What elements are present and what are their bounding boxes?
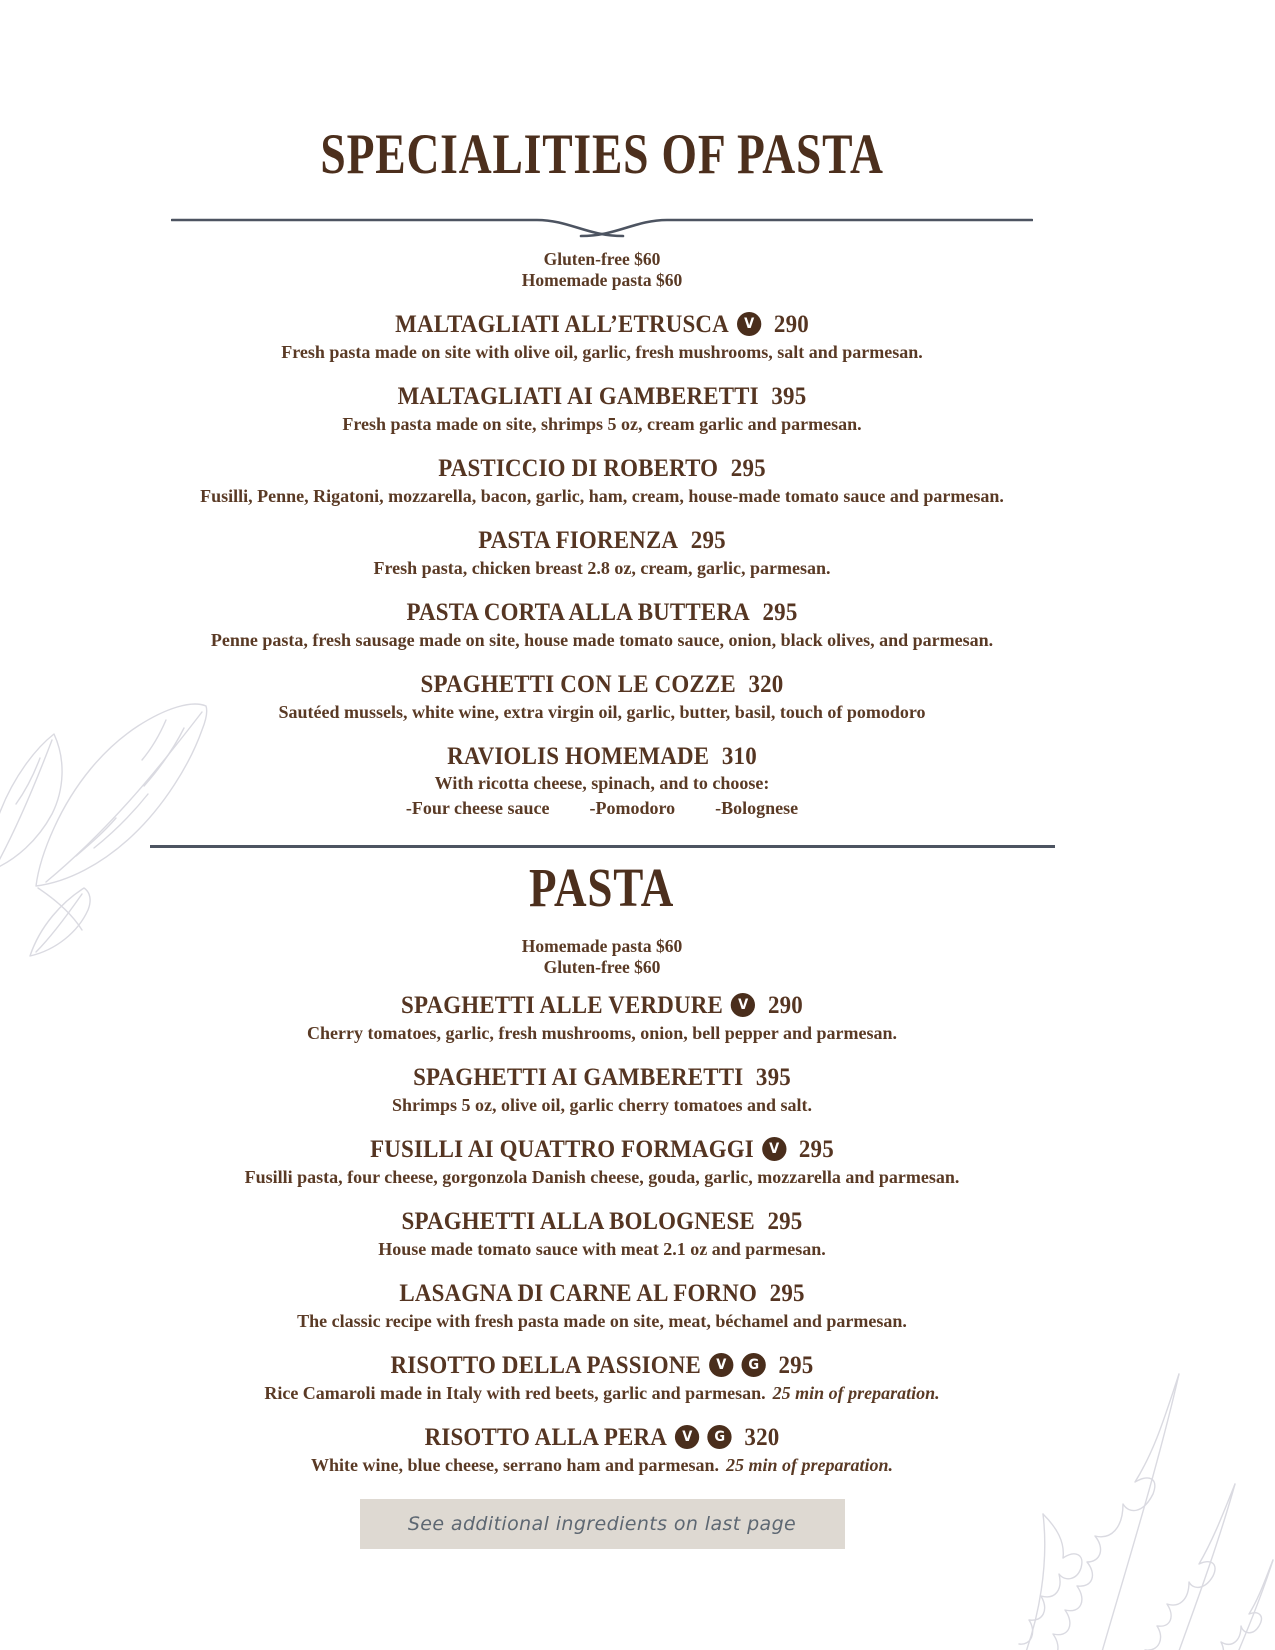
preparation-note: 25 min of preparation. [725, 1455, 894, 1475]
vegetarian-icon: V [737, 312, 761, 336]
menu-item [32, 309, 1172, 366]
section-title-specialities: SPECIALITIES OF PASTA [320, 123, 884, 186]
footer-banner [360, 1499, 845, 1549]
menu-item-name: PASTICCIO DI ROBERTO [438, 453, 719, 482]
menu-item-description: Penne pasta, fresh sausage made on site, house made tomato sauce, onion, black olives, and parmesan. [210, 630, 994, 650]
menu-item-description: Fresh pasta made on site, shrimps 5 oz, cream garlic and parmesan. [342, 414, 862, 434]
menu-item-price: 395 [755, 1062, 791, 1091]
menu-item-description [32, 1380, 1172, 1407]
section-note: Gluten-free $60 [543, 957, 661, 977]
menu-item-description: Fusilli, Penne, Rigatoni, mozzarella, bacon, garlic, ham, cream, house-made tomato sauce and parmesan. [200, 486, 1004, 506]
menu-item-price: 290 [767, 990, 803, 1019]
menu-item-price: 295 [730, 453, 766, 482]
menu-item-description-text: White wine, blue cheese, serrano ham and parmesan. [310, 1455, 719, 1475]
menu-item [32, 597, 1172, 654]
section-note: Gluten-free $60 [543, 249, 661, 269]
gluten-free-icon: G [708, 1425, 732, 1449]
menu-item-name: PASTA FIORENZA [478, 525, 679, 554]
menu-item-name: RISOTTO DELLA PASSIONE [390, 1350, 702, 1379]
section-notes [32, 249, 1172, 291]
menu-item-price: 310 [721, 741, 757, 770]
menu-item [32, 1134, 1172, 1191]
sauce-choice: -Bolognese [715, 798, 799, 818]
menu-item-description: The classic recipe with fresh pasta made on site, meat, béchamel and parmesan. [297, 1311, 907, 1331]
menu-item [32, 453, 1172, 510]
menu-item [32, 1206, 1172, 1263]
menu-item-description [32, 1452, 1172, 1479]
section-items [32, 309, 1172, 821]
menu-item-name: SPAGHETTI ALLA BOLOGNESE [401, 1206, 755, 1235]
section-note: Homemade pasta $60 [521, 270, 683, 290]
menu-item-price: 295 [762, 597, 798, 626]
menu-item-description: House made tomato sauce with meat 2.1 oz and parmesan. [378, 1239, 826, 1259]
menu-item-description: Fusilli pasta, four cheese, gorgonzola Danish cheese, gouda, garlic, mozzarella and parmesan. [244, 1167, 960, 1187]
vegetarian-icon: V [731, 993, 755, 1017]
menu-item [32, 525, 1172, 582]
section-note: Homemade pasta $60 [521, 936, 683, 956]
vegetarian-icon: V [709, 1353, 733, 1377]
vegetarian-icon: V [762, 1137, 786, 1161]
menu-item-price: 295 [690, 525, 726, 554]
menu-item [32, 381, 1172, 438]
menu-item [32, 1278, 1172, 1335]
menu-item-price: 395 [771, 381, 807, 410]
sauce-choice: -Pomodoro [589, 798, 676, 818]
menu-content [32, 0, 1172, 1549]
menu-item-name: RAVIOLIS HOMEMADE [447, 741, 710, 770]
menu-item-price: 290 [773, 309, 809, 338]
menu-item [32, 1062, 1172, 1119]
menu-item-price: 320 [748, 669, 784, 698]
menu-item [32, 1422, 1172, 1479]
menu-item-description-text: Rice Camaroli made in Italy with red beets, garlic and parmesan. [264, 1383, 766, 1403]
preparation-note: 25 min of preparation. [772, 1383, 940, 1403]
gluten-free-icon: G [742, 1353, 766, 1377]
menu-item-description: Fresh pasta made on site with olive oil, garlic, fresh mushrooms, salt and parmesan. [281, 342, 923, 362]
menu-item-name: SPAGHETTI AI GAMBERETTI [413, 1062, 744, 1091]
menu-item-name: RISOTTO ALLA PERA [424, 1422, 668, 1451]
menu-item-name: PASTA CORTA ALLA BUTTERA [406, 597, 750, 626]
menu-item-price: 295 [778, 1350, 814, 1379]
menu-item-description: Cherry tomatoes, garlic, fresh mushrooms, onion, bell pepper and parmesan. [306, 1023, 897, 1043]
menu-item [32, 669, 1172, 726]
menu-item-price: 295 [767, 1206, 803, 1235]
section-title-pasta: PASTA [529, 857, 675, 918]
menu-item-name: LASAGNA DI CARNE AL FORNO [399, 1278, 758, 1307]
menu-item-description: With ricotta cheese, spinach, and to choose: [434, 773, 770, 793]
menu-item-description: Shrimps 5 oz, olive oil, garlic cherry tomatoes and salt. [392, 1095, 812, 1115]
menu-item-name: FUSILLI AI QUATTRO FORMAGGI [370, 1134, 754, 1163]
menu-item-name: SPAGHETTI ALLE VERDURE [401, 990, 723, 1019]
footer-note: See additional ingredients on last page [407, 1513, 797, 1535]
sauce-choices [32, 796, 1172, 821]
menu-item-price: 295 [769, 1278, 805, 1307]
menu-item-price: 295 [798, 1134, 834, 1163]
menu-item-price: 320 [744, 1422, 780, 1451]
menu-item-description: Fresh pasta, chicken breast 2.8 oz, cream, garlic, parmesan. [373, 558, 831, 578]
menu-item-name: MALTAGLIATI AI GAMBERETTI [397, 381, 759, 410]
vegetarian-icon: V [675, 1425, 699, 1449]
section-items [32, 990, 1172, 1479]
section-divider [150, 845, 1055, 848]
menu-item [32, 1350, 1172, 1407]
swash-divider [171, 213, 1033, 241]
sauce-choice: -Four cheese sauce [405, 798, 550, 818]
menu-item-name: MALTAGLIATI ALL’ETRUSCA [395, 309, 729, 338]
section-notes [32, 936, 1172, 978]
menu-item [32, 990, 1172, 1047]
menu-item-name: SPAGHETTI CON LE COZZE [420, 669, 736, 698]
menu-item-description: Sautéed mussels, white wine, extra virgin oil, garlic, butter, basil, touch of pomodoro [278, 702, 926, 722]
menu-item [32, 741, 1172, 821]
